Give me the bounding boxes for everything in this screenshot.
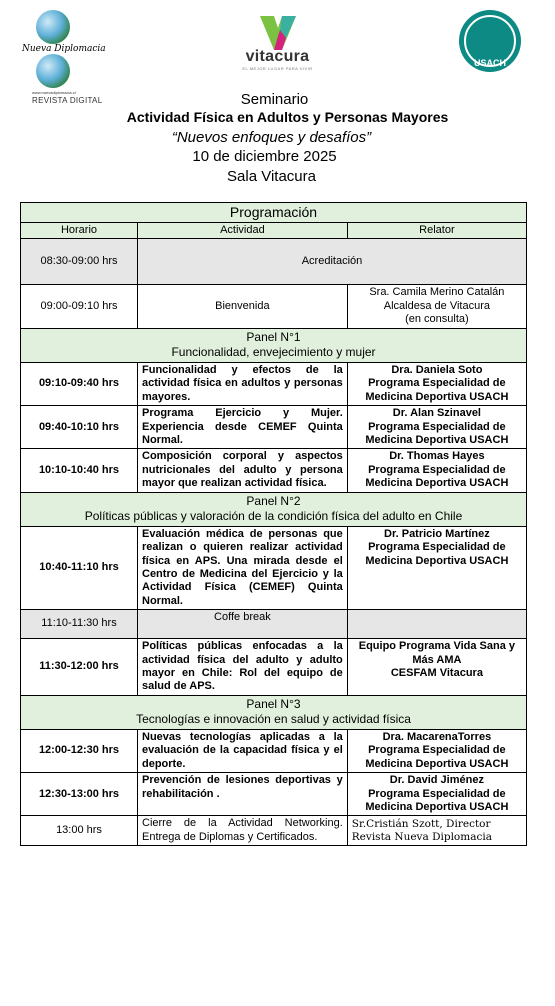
panel-number: Panel N°3: [246, 696, 301, 711]
panel-header-row: [21, 695, 527, 729]
panel-header: [21, 695, 527, 729]
table-row: [21, 639, 527, 696]
row-time: 10:10-10:40 hrs: [21, 449, 138, 492]
usach-seal: [459, 10, 521, 72]
row-speaker: [347, 639, 526, 696]
row-speaker: [347, 773, 526, 816]
row-activity: Programa Ejercicio y Mujer. Experiencia desde CEMEF Quinta Normal.: [138, 406, 348, 449]
row-time: 10:40-11:10 hrs: [21, 526, 138, 609]
row-activity: Cierre de la Actividad Networking. Entrega de Diplomas y Certificados.: [138, 816, 348, 846]
speaker-affiliation: Programa Especialidad de Medicina Deportiva USACH: [365, 787, 509, 814]
row-speaker: [347, 449, 526, 492]
table-row: [21, 362, 527, 405]
speaker-note: (en consulta): [405, 313, 469, 326]
row-activity: Evaluación médica de personas que realizan o quieren realizar actividad física en APS. Una mirada desde el Centro de Medicina del Ejercicio y la Actividad Física (CEMEF) Quinta Normal.: [138, 526, 348, 609]
globe-icon: [36, 10, 70, 44]
speaker-affiliation: Alcaldesa de Vitacura: [383, 299, 490, 312]
globe-icon: [36, 54, 70, 88]
row-time: 12:00-12:30 hrs: [21, 729, 138, 772]
row-activity: Políticas públicas enfocadas a la actividad física del adulto y adulto mayor en Chile: Rol del equipo de salud de APS.: [138, 639, 348, 696]
event-venue: Sala Vitacura: [227, 168, 316, 185]
row-time: 11:10-11:30 hrs: [21, 610, 138, 639]
speaker-affiliation: Programa Especialidad de Medicina Deportiva USACH: [365, 420, 509, 446]
panel-name: Tecnologías e innovación en salud y actividad física: [136, 712, 411, 727]
table-row: [21, 239, 527, 285]
row-time: 09:40-10:10 hrs: [21, 406, 138, 449]
speaker-name: Dr. Alan Szinavel: [392, 407, 481, 420]
vitacura-v-icon: [260, 16, 296, 50]
panel-name: Funcionalidad, envejecimiento y mujer: [171, 345, 376, 360]
speaker-affiliation: Revista Nueva Diplomacia: [351, 830, 492, 843]
column-header-actividad: Actividad: [138, 223, 348, 239]
row-activity: Acreditación: [138, 239, 527, 285]
nueva-diplomacia-wordmark: Nueva Diplomacia: [22, 44, 106, 54]
nueva-diplomacia-url: www.nuevadiplomacia.cl: [32, 90, 76, 95]
speaker-name: Dra. MacarenaTorres: [382, 730, 492, 743]
table-row: [21, 449, 527, 492]
table-row: [21, 285, 527, 328]
row-time: 13:00 hrs: [21, 816, 138, 846]
row-activity: Prevención de lesiones deportivas y rehabilitación .: [138, 773, 348, 816]
panel-header-row: [21, 492, 527, 526]
speaker-name: Dr. Thomas Hayes: [389, 450, 485, 463]
usach-logo: [455, 10, 525, 90]
usach-wordmark: USACH: [473, 58, 506, 68]
column-header-horario: Horario: [21, 223, 138, 239]
speaker-name: Sra. Camila Merino Catalán: [369, 286, 505, 299]
vitacura-tagline: EL MEJOR LUGAR PARA VIVIR: [242, 66, 313, 71]
program-title-row: [21, 203, 527, 223]
event-type: Seminario: [240, 91, 309, 108]
row-time: 09:00-09:10 hrs: [21, 285, 138, 328]
event-date: 10 de diciembre 2025: [192, 148, 337, 165]
program-table: [20, 202, 527, 846]
panel-header-row: [21, 328, 527, 362]
speaker-affiliation: CESFAM Vitacura: [390, 666, 483, 679]
vitacura-logo: [215, 10, 340, 90]
panel-number: Panel N°2: [246, 493, 301, 508]
row-activity: Funcionalidad y efectos de la actividad física en adultos y personas mayores.: [138, 362, 348, 405]
row-activity: Nuevas tecnologías aplicadas a la evaluación de la capacidad física y el deporte.: [138, 729, 348, 772]
column-header-relator: Relator: [347, 223, 526, 239]
revista-digital-label: REVISTA DIGITAL: [32, 96, 103, 105]
speaker-name: Sr.Cristián Szott, Director: [351, 818, 491, 831]
column-header-row: [21, 223, 527, 239]
speaker-name: Dra. Daniela Soto: [391, 363, 483, 376]
row-time: 08:30-09:00 hrs: [21, 239, 138, 285]
table-row: [21, 406, 527, 449]
row-time: 11:30-12:00 hrs: [21, 639, 138, 696]
speaker-affiliation: Programa Especialidad de Medicina Deportiva USACH: [365, 463, 509, 490]
event-title: Actividad Física en Adultos y Personas Mayores: [126, 109, 449, 125]
vitacura-wordmark: vitacura: [245, 48, 310, 65]
panel-name: Políticas públicas y valoración de la condición física del adulto en Chile: [84, 509, 463, 524]
row-speaker: [347, 816, 526, 846]
row-time: 12:30-13:00 hrs: [21, 773, 138, 816]
panel-number: Panel N°1: [246, 329, 301, 344]
table-row: [21, 816, 527, 846]
row-speaker: [347, 526, 526, 609]
panel-header: [21, 328, 527, 362]
speaker-affiliation: Programa Especialidad de Medicina Deportiva USACH: [365, 377, 509, 403]
speaker-affiliation: Programa Especialidad de Medicina Deportiva USACH: [365, 744, 509, 770]
row-activity: Coffe break: [138, 610, 348, 639]
table-row: [21, 526, 527, 609]
row-activity: Bienvenida: [138, 285, 348, 328]
row-time: 09:10-09:40 hrs: [21, 362, 138, 405]
event-subtitle: “Nuevos enfoques y desafíos”: [171, 129, 372, 146]
row-speaker: [347, 729, 526, 772]
table-row: [21, 610, 527, 639]
speaker-name: Dr. Patricio Martínez: [384, 527, 490, 540]
table-row: [21, 773, 527, 816]
row-activity: Composición corporal y aspectos nutricionales del adulto y persona mayor que realizan actividad física.: [138, 449, 348, 492]
program-title: Programación: [21, 203, 527, 223]
table-row: [21, 729, 527, 772]
row-speaker: [347, 406, 526, 449]
row-speaker: [347, 610, 526, 639]
row-speaker: [347, 362, 526, 405]
speaker-name: Dr. David Jiménez: [389, 774, 484, 787]
speaker-affiliation: Programa Especialidad de Medicina Deportiva USACH: [365, 541, 509, 567]
speaker-name: Equipo Programa Vida Sana y Más AMA: [358, 640, 516, 666]
row-speaker: [347, 285, 526, 328]
panel-header: [21, 492, 527, 526]
